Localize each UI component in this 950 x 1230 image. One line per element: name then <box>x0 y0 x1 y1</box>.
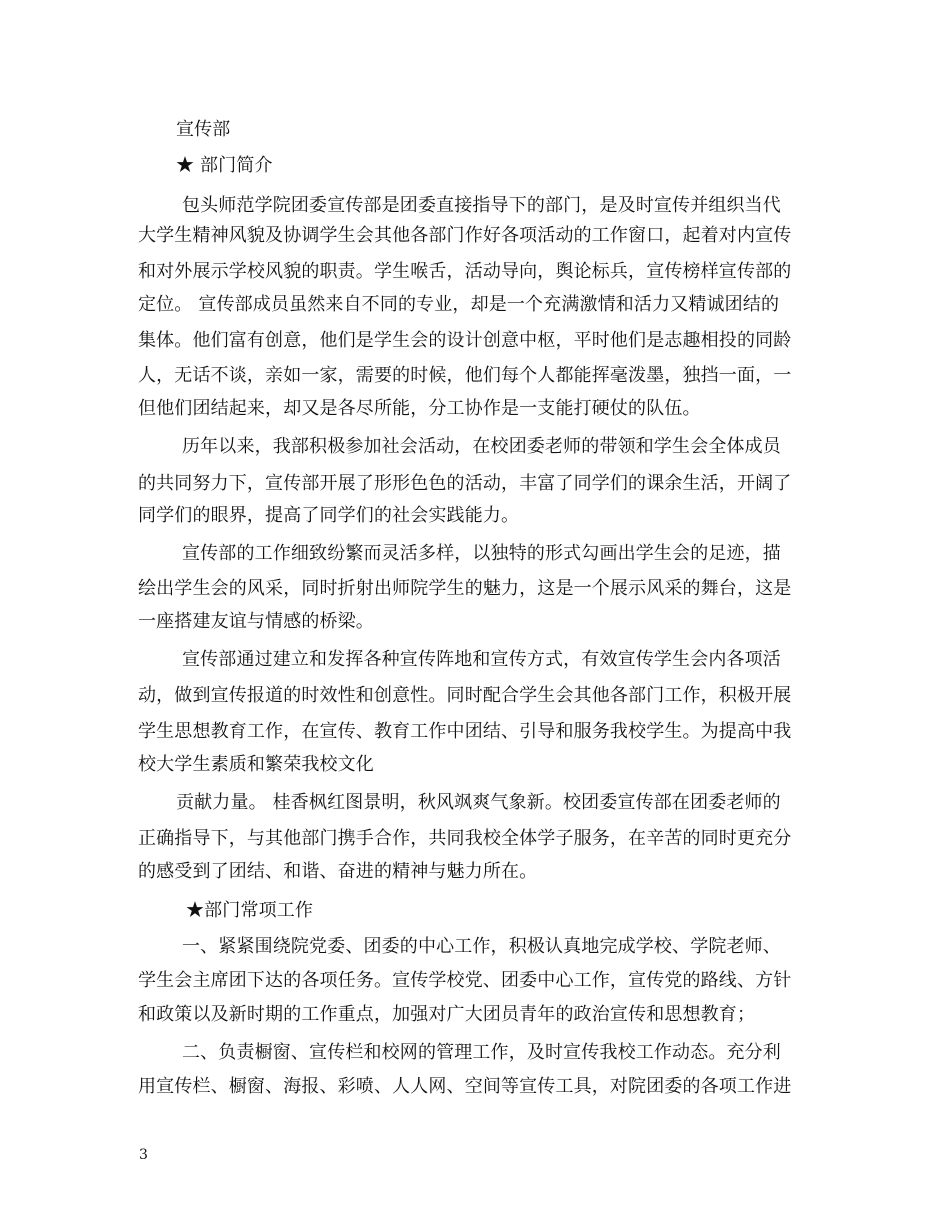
paragraph-line: 集体。他们富有创意，他们是学生会的设计创意中枢，平时他们是志趣相投的同龄 <box>138 330 792 351</box>
paragraph-line: 绘出学生会的风采，同时折射出师院学生的魅力，这是一个展示风采的舞台，这是 <box>138 578 792 599</box>
paragraph-line: 人，无话不谈，亲如一家，需要的时候，他们每个人都能挥毫泼墨，独挡一面，一 <box>138 365 792 386</box>
paragraph-line: 的感受到了团结、和谐、奋进的精神与魅力所在。 <box>138 861 538 882</box>
paragraph-line: 定位。 宣传部成员虽然来自不同的专业，却是一个充满激情和活力又精诚团结的 <box>138 294 780 315</box>
paragraph-line: 和政策以及新时期的工作重点，加强对广大团员青年的政治宣传和思想教育； <box>138 1004 756 1025</box>
paragraph-line: 动，做到宣传报道的时效性和创意性。同时配合学生会其他各部门工作，积极开展 <box>138 685 792 706</box>
paragraph-line: 正确指导下，与其他部门携手合作，共同我校全体学子服务，在辛苦的同时更充分 <box>138 828 792 849</box>
intro-heading: ★ 部门简介 <box>176 155 273 176</box>
paragraph-line: 贡献力量。 桂香枫红图景明，秋风飒爽气象新。校团委宣传部在团委老师的 <box>176 792 781 813</box>
paragraph-line: 历年以来，我部积极参加社会活动，在校团委老师的带领和学生会全体成员 <box>182 436 781 457</box>
paragraph-line: 一、紧紧围绕院党委、团委的中心工作，积极认真地完成学校、学院老师、 <box>182 936 781 957</box>
page-number: 3 <box>139 1147 148 1163</box>
routine-work-heading: ★部门常项工作 <box>186 900 314 921</box>
paragraph-line: 宣传部的工作细致纷繁而灵活多样，以独特的形式勾画出学生会的足迹，描 <box>182 543 781 564</box>
paragraph-line: 大学生精神风貌及协调学生会其他各部门作好各项活动的工作窗口，起着对内宣传 <box>138 225 792 246</box>
paragraph-line: 一座搭建友谊与情感的桥梁。 <box>138 611 374 632</box>
paragraph-line: 二、负责橱窗、宣传栏和校网的管理工作，及时宣传我校工作动态。充分利 <box>182 1042 781 1063</box>
section-title: 宣传部 <box>176 119 231 140</box>
paragraph-line: 同学们的眼界，提高了同学们的社会实践能力。 <box>138 505 520 526</box>
paragraph-line: 学生会主席团下达的各项任务。宣传学校党、团委中心工作，宣传党的路线、方针 <box>138 970 792 991</box>
paragraph-line: 校大学生素质和繁荣我校文化 <box>138 754 374 775</box>
paragraph-line: 宣传部通过建立和发挥各种宣传阵地和宣传方式，有效宣传学生会内各项活 <box>182 649 781 670</box>
paragraph-line: 用宣传栏、橱窗、海报、彩喷、人人网、空间等宣传工具，对院团委的各项工作进 <box>138 1076 792 1097</box>
paragraph-line: 包头师范学院团委宣传部是团委直接指导下的部门，是及时宣传并组织当代 <box>182 195 781 216</box>
paragraph-line: 的共同努力下，宣传部开展了形形色色的活动，丰富了同学们的课余生活，开阔了 <box>138 473 792 494</box>
paragraph-line: 学生思想教育工作，在宣传、教育工作中团结、引导和服务我校学生。为提高中我 <box>138 721 792 742</box>
paragraph-line: 和对外展示学校风貌的职责。学生喉舌，活动导向，舆论标兵，宣传榜样宣传部的 <box>138 261 792 282</box>
paragraph-line: 但他们团结起来，却又是各尽所能，分工协作是一支能打硬仗的队伍。 <box>138 398 701 419</box>
